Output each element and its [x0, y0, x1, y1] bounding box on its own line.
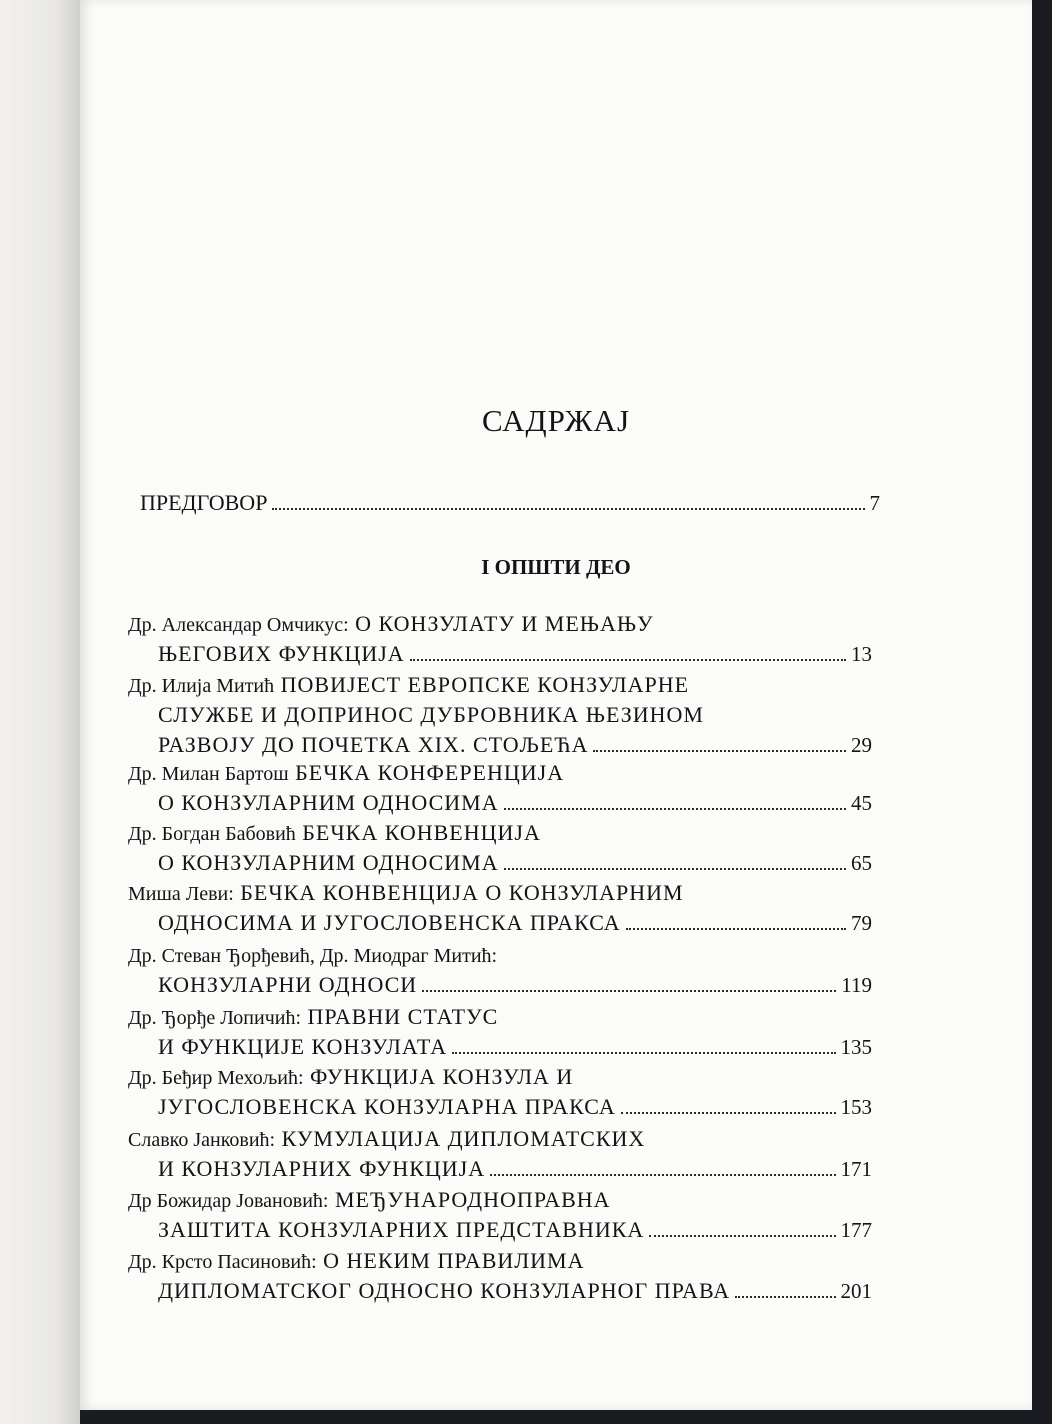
entry-page-number: 201	[840, 1279, 872, 1303]
leader-dots	[422, 986, 836, 992]
entry-title-continuation: ДИПЛОМАТСКОГ ОДНОСНО КОНЗУЛАРНОГ ПРАВА	[158, 1278, 731, 1303]
entry-author: Др Божидар Јовановић:	[128, 1190, 329, 1212]
entry-title: О НЕКИМ ПРАВИЛИМА	[316, 1248, 585, 1273]
entry-title: ПОВИЈЕСТ ЕВРОПСКЕ КОНЗУЛАРНЕ	[274, 672, 690, 697]
leader-dots	[452, 1048, 835, 1054]
entry-last-line	[158, 1276, 872, 1306]
entry-title-continuation: И КОНЗУЛАРНИХ ФУНКЦИЈА	[158, 1156, 486, 1181]
facing-page-edge	[0, 0, 80, 1424]
entry-page-number: 135	[840, 1035, 872, 1059]
entry-first-line	[128, 1185, 611, 1216]
entry-author: Миша Леви:	[128, 883, 234, 905]
entry-title: БЕЧКА КОНВЕНЦИЈА О КОНЗУЛАРНИМ	[233, 880, 684, 905]
entry-first-line	[128, 609, 654, 640]
entry-page-number: 29	[851, 733, 872, 757]
entry-author: Др. Беђир Мехољић:	[128, 1067, 304, 1089]
entry-last-line	[158, 848, 872, 878]
section-heading: I ОПШТИ ДЕО	[481, 555, 631, 579]
entry-page-number: 45	[851, 791, 872, 815]
entry-title-continuation: И ФУНКЦИЈЕ КОНЗУЛАТА	[158, 1034, 448, 1059]
leader-dots	[272, 504, 864, 510]
entry-first-line	[128, 818, 541, 849]
entry-title-continuation: КОНЗУЛАРНИ ОДНОСИ	[158, 972, 418, 997]
entry-title: БЕЧКА КОНВЕНЦИЈА	[295, 820, 541, 845]
entry-page-number: 171	[840, 1157, 872, 1181]
leader-dots	[504, 864, 846, 870]
entry-page-number: 153	[840, 1095, 872, 1119]
entry-title-continuation: ЗАШТИТА КОНЗУЛАРНИХ ПРЕДСТАВНИКА	[158, 1217, 645, 1242]
leader-dots	[649, 1231, 835, 1237]
entry-last-line	[158, 1215, 872, 1245]
entry-title-continuation: ЊЕГОВИХ ФУНКЦИЈА	[158, 641, 405, 666]
leader-dots	[626, 924, 846, 930]
leader-dots	[410, 655, 846, 661]
entry-last-line	[158, 970, 872, 1000]
leader-dots	[593, 746, 846, 752]
entry-first-line	[128, 1124, 645, 1155]
entry-title: МЕЂУНАРОДНОПРАВНА	[328, 1187, 611, 1212]
preface-row	[140, 488, 880, 518]
entry-page-number: 177	[840, 1218, 872, 1242]
entry-title: БЕЧКА КОНФЕРЕНЦИЈА	[288, 760, 565, 785]
entry-author: Славко Јанковић:	[128, 1129, 276, 1151]
entry-last-line	[158, 1154, 872, 1184]
entry-title: О КОНЗУЛАТУ И МЕЊАЊУ	[348, 611, 654, 636]
leader-dots	[490, 1170, 835, 1176]
entry-title: КУМУЛАЦИЈА ДИПЛОМАТСКИХ	[275, 1126, 646, 1151]
entry-title-continuation: РАЗВОЈУ ДО ПОЧЕТКА XIX. СТОЉЕЋА	[158, 732, 589, 757]
entry-last-line	[158, 1092, 872, 1122]
preface-label: ПРЕДГОВОР	[140, 490, 268, 515]
entry-page-number: 79	[851, 911, 872, 935]
entry-first-line	[128, 670, 689, 701]
entry-author: Др. Стеван Ђорђевић, Др. Миодраг Митић:	[128, 945, 498, 967]
entry-author: Др. Милан Бартош	[128, 763, 289, 785]
entry-author: Др. Илија Митић	[128, 675, 275, 697]
entry-last-line	[158, 1032, 872, 1062]
entry-author: Др. Ђорђе Лопичић:	[128, 1007, 302, 1029]
entry-first-line	[128, 940, 497, 971]
entry-title: ФУНКЦИЈА КОНЗУЛА И	[303, 1064, 574, 1089]
entry-last-line	[158, 639, 872, 669]
entry-title-continuation: ОДНОСИМА И ЈУГОСЛОВЕНСКА ПРАКСА	[158, 910, 621, 935]
entry-author: Др. Крсто Пасиновић:	[128, 1251, 317, 1273]
leader-dots	[621, 1108, 836, 1114]
entry-title-continuation: ЈУГОСЛОВЕНСКА КОНЗУЛАРНА ПРАКСА	[158, 1094, 616, 1119]
entry-last-line	[158, 908, 872, 938]
entry-page-number: 13	[851, 642, 872, 666]
entry-first-line	[128, 1002, 498, 1033]
entry-last-line	[158, 788, 872, 818]
entry-last-line	[158, 730, 872, 760]
leader-dots	[735, 1292, 835, 1298]
entry-first-line	[128, 878, 684, 909]
entry-first-line	[128, 1246, 585, 1277]
preface-page-number: 7	[869, 491, 880, 515]
book-page	[80, 0, 1032, 1410]
entry-author: Др. Александар Омчикус:	[128, 614, 349, 636]
entry-first-line	[128, 1062, 573, 1093]
entry-continuation-line	[158, 700, 704, 730]
entry-title-continuation: О КОНЗУЛАРНИМ ОДНОСИМА	[158, 790, 499, 815]
entry-title: ПРАВНИ СТАТУС	[301, 1004, 499, 1029]
page-title: САДРЖАЈ	[481, 403, 631, 438]
entry-page-number: 65	[851, 851, 872, 875]
entry-page-number: 119	[841, 973, 872, 997]
entry-author: Др. Богдан Бабовић	[128, 823, 296, 845]
entry-first-line	[128, 758, 564, 789]
entry-title-continuation: СЛУЖБЕ И ДОПРИНОС ДУБРОВНИКА ЊЕЗИНОМ	[158, 702, 704, 727]
leader-dots	[504, 804, 846, 810]
entry-title-continuation: О КОНЗУЛАРНИМ ОДНОСИМА	[158, 850, 499, 875]
